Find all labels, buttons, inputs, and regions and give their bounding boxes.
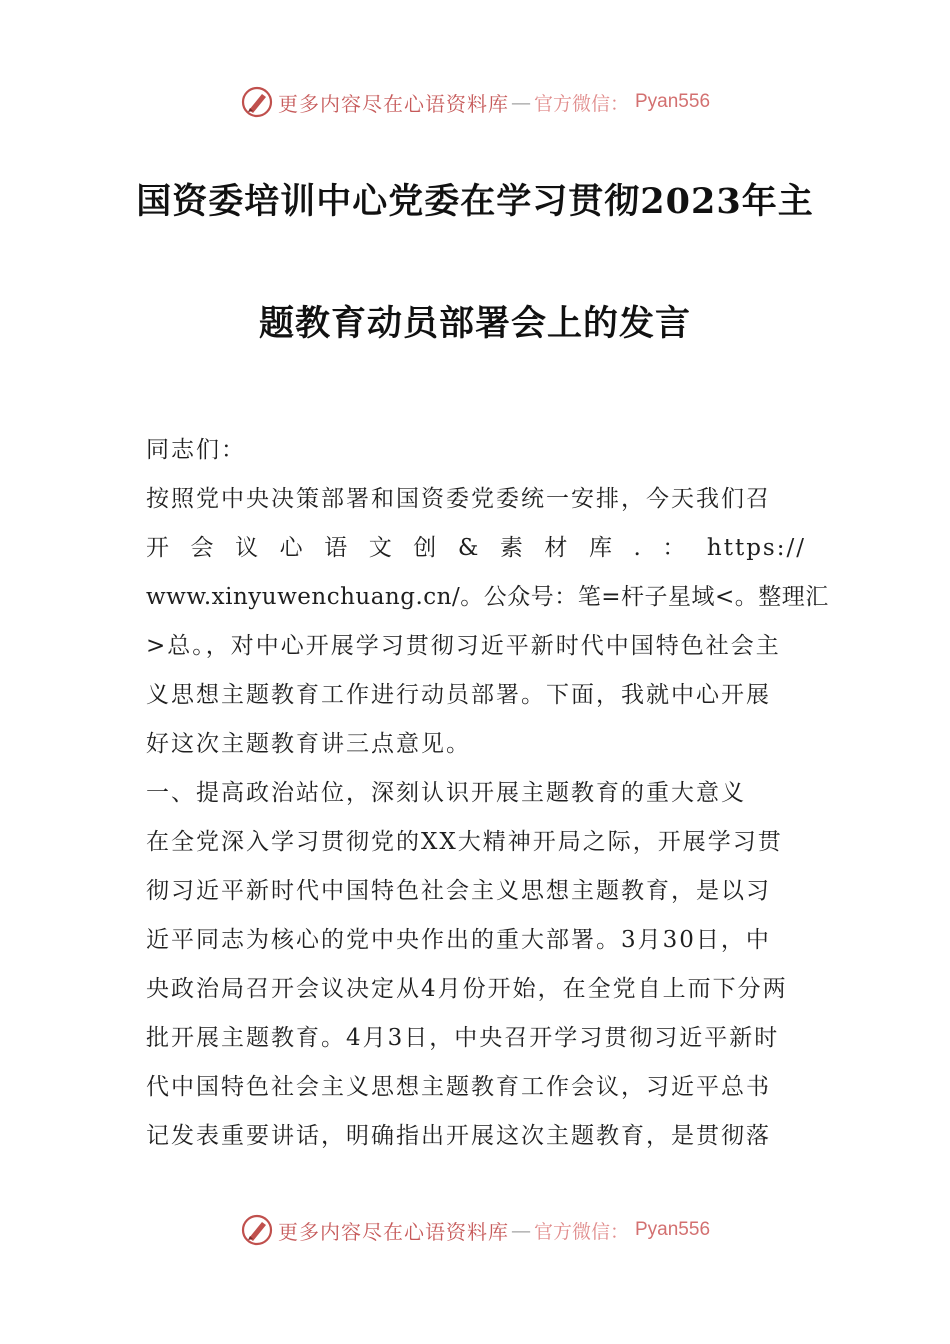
document-body: [146, 426, 829, 1161]
paragraph-1-line-2: [146, 524, 806, 573]
paragraph-1-line-1: 按照党中央决策部署和国资委党委统一安排，今天我们召: [146, 486, 771, 512]
banner-text: 更多内容尽在心语资料库: [277, 91, 509, 116]
banner-wechat-id: Pyan556: [635, 1219, 711, 1240]
paragraph-2-line-5: 批开展主题教育。4月3日，中央召开学习贯彻习近平新时: [146, 1025, 780, 1051]
section-heading-1: 一、提高政治站位，深刻认识开展主题教育的重大意义: [146, 780, 746, 806]
spaced-word: ：: [662, 535, 688, 561]
paragraph-2-line-6: 代中国特色社会主义思想主题教育工作会议，习近平总书: [146, 1074, 771, 1100]
spaced-word: 素: [499, 535, 525, 561]
spaced-word: 开: [146, 535, 171, 561]
spaced-word: https://: [706, 535, 806, 561]
paragraph-1-line-3: www.xinyuwenchuang.cn/。公众号：笔=杆子星域<。整理汇: [146, 584, 829, 610]
spaced-word: 文: [368, 535, 394, 561]
paragraph-1-line-5: 义思想主题教育工作进行动员部署。下面，我就中心开展: [146, 682, 771, 708]
document-title-line-1: 国资委培训中心党委在学习贯彻2023年主: [136, 181, 814, 222]
spaced-word: 创: [413, 535, 439, 561]
banner-text: 更多内容尽在心语资料库: [277, 1219, 509, 1244]
pen-logo-icon: [240, 1213, 274, 1247]
banner-wechat-label: 官方微信：: [533, 92, 629, 115]
paragraph-2-line-4: 央政治局召开会议决定从4月份开始，在全党自上而下分两: [146, 976, 788, 1002]
paragraph-1-line-6: 好这次主题教育讲三点意见。: [146, 731, 471, 757]
paragraph-2-line-7: 记发表重要讲话，明确指出开展这次主题教育，是贯彻落: [146, 1123, 771, 1149]
banner-wechat-label: 官方微信：: [533, 1220, 629, 1243]
spaced-word: 材: [544, 535, 570, 561]
spaced-word: 心: [279, 535, 305, 561]
document-title-line-2: 题教育动员部署会上的发言: [258, 303, 691, 344]
paragraph-1-line-4: >总。，对中心开展学习贯彻习近平新时代中国特色社会主: [146, 633, 781, 659]
paragraph-2-line-2: 彻习近平新时代中国特色社会主义思想主题教育，是以习: [146, 878, 771, 904]
spaced-word: 会: [190, 535, 216, 561]
header-banner: [0, 82, 950, 122]
pen-logo-icon: [240, 85, 274, 119]
salutation: 同志们：: [146, 437, 246, 463]
paragraph-2-line-3: 近平同志为核心的党中央作出的重大部署。3月30日，中: [146, 927, 771, 953]
footer-banner: [0, 1210, 950, 1250]
spaced-word: 议: [235, 535, 261, 561]
spaced-word: 库: [588, 535, 614, 561]
banner-dash: —: [510, 1218, 532, 1242]
spaced-word: .: [633, 535, 643, 561]
banner-wechat-id: Pyan556: [635, 91, 711, 112]
spaced-word: 语: [324, 535, 350, 561]
banner-dash: —: [510, 90, 532, 114]
paragraph-2-line-1: 在全党深入学习贯彻党的XX大精神开局之际，开展学习贯: [146, 829, 783, 855]
spaced-word: &: [457, 535, 481, 561]
